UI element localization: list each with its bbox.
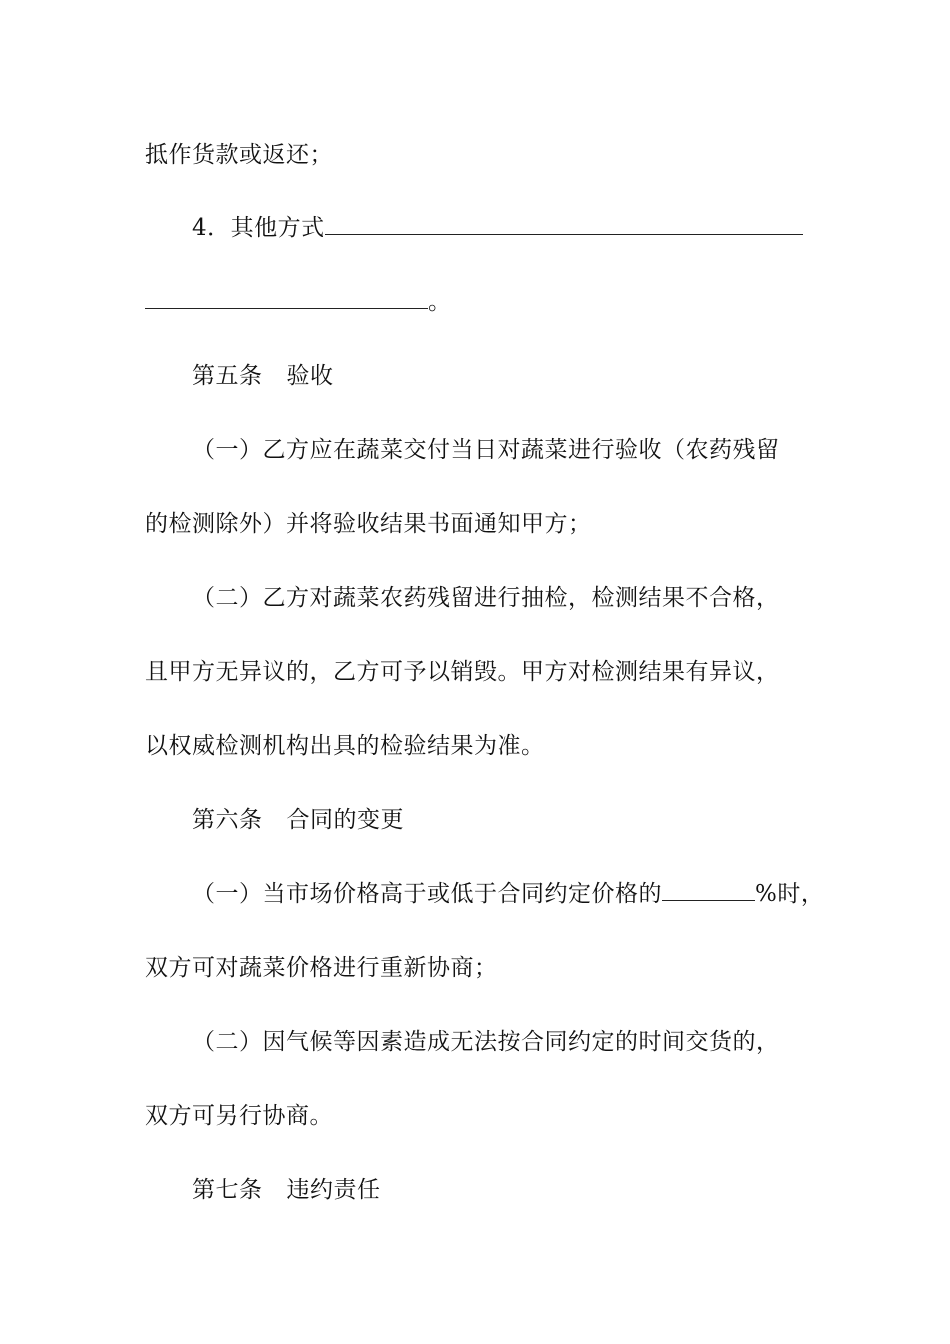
fill-in-blank[interactable] — [145, 290, 428, 309]
line-text: 且甲方无异议的，乙方可予以销毁。甲方对检测结果有异议， — [145, 659, 780, 685]
paragraph-line — [192, 879, 862, 909]
paragraph-line — [145, 287, 815, 317]
paragraph-line — [192, 583, 862, 613]
paragraph-line — [145, 657, 815, 687]
line-text: %时， — [755, 881, 825, 907]
line-text: 抵作货款或返还； — [145, 142, 333, 168]
fill-in-blank[interactable] — [662, 882, 755, 901]
paragraph-line — [145, 1101, 815, 1131]
article-number: 第六条 — [192, 807, 263, 833]
paragraph-line — [192, 213, 862, 243]
line-text: 以权威检测机构出具的检验结果为准。 — [145, 733, 545, 759]
paragraph-line — [192, 1027, 862, 1057]
paragraph-line — [145, 509, 815, 539]
paragraph-line — [145, 953, 815, 983]
line-text: （一）当市场价格高于或低于合同约定价格的 — [192, 881, 662, 907]
article-heading — [192, 805, 862, 835]
article-number: 第七条 — [192, 1177, 263, 1203]
paragraph-line — [192, 435, 862, 465]
article-title: 违约责任 — [286, 1177, 381, 1203]
article-title: 验收 — [286, 363, 334, 389]
fill-in-blank[interactable] — [325, 216, 803, 235]
line-text: 的检测除外）并将验收结果书面通知甲方； — [145, 511, 592, 537]
line-text: 4．其他方式 — [192, 215, 325, 241]
line-text: 双方可另行协商。 — [145, 1103, 333, 1129]
article-heading — [192, 361, 862, 391]
line-text: 。 — [428, 289, 452, 315]
article-number: 第五条 — [192, 363, 263, 389]
paragraph-line — [145, 731, 815, 761]
line-text: （一）乙方应在蔬菜交付当日对蔬菜进行验收（农药残留 — [192, 437, 780, 463]
article-heading — [192, 1175, 862, 1205]
line-text: （二）因气候等因素造成无法按合同约定的时间交货的， — [192, 1029, 780, 1055]
paragraph-line — [145, 140, 815, 170]
article-title: 合同的变更 — [286, 807, 404, 833]
line-text: 双方可对蔬菜价格进行重新协商； — [145, 955, 498, 981]
line-text: （二）乙方对蔬菜农药残留进行抽检，检测结果不合格， — [192, 585, 780, 611]
